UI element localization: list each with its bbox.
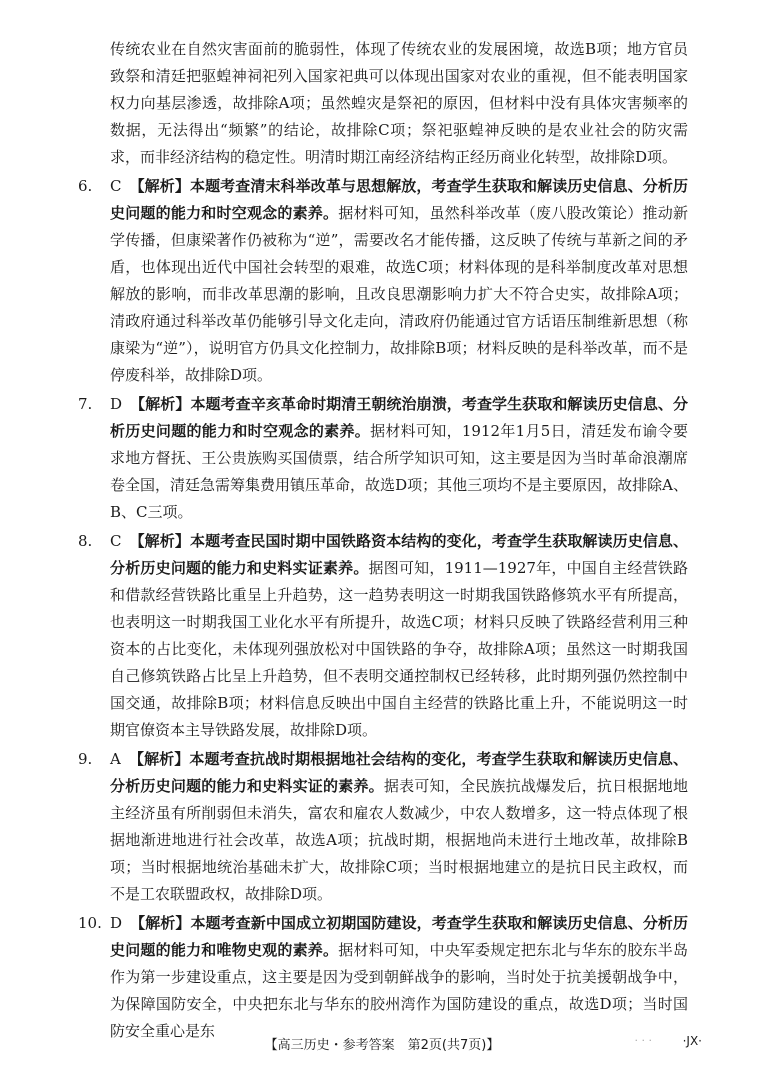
analysis-tag: 【解析】 xyxy=(129,532,190,550)
question-number: 8. xyxy=(78,532,93,550)
answer-letter: C xyxy=(110,532,122,550)
analysis-text: 据材料可知，1912年1月5日，清廷发布谕令要求地方督抚、王公贵族购买国债票，结合所学知识可知，这主要是因为当时革命浪潮席卷全国，清廷急需筹集费用镇压革命，故选D项；其他三项均不是主要原因，故排除A、B、C三项。 xyxy=(110,422,688,521)
question-number: 7. xyxy=(78,395,93,413)
analysis-tag: 【解析】 xyxy=(128,750,190,768)
analysis-tag: 【解析】 xyxy=(129,177,190,195)
analysis-tag: 【解析】 xyxy=(130,395,191,413)
analysis-text: 据表可知，全民族抗战爆发后，抗日根据地地主经济虽有所削弱但未消失，富农和雇农人数减少，中农人数增多，这一特点体现了根据地渐进地进行社会改革，故选A项；抗战时期，根据地尚未进行土地改革，故排除B项；当时根据地统治基础未扩大，故排除C项；当时根据地建立的是抗日民主政权，而不是工农联盟政权，故排除D项。 xyxy=(110,777,688,903)
analysis-focus: 本题考查辛亥革命时期清王朝统治崩溃，考查学生获取和解读历史信息、分析历史问题的能力和时空观念的素养。 xyxy=(110,395,688,440)
analysis-focus: 本题考查新中国成立初期国防建设，考查学生获取和解读历史信息、分析历史问题的能力和唯物史观的素养。 xyxy=(110,914,688,959)
footer-code: ·JX· xyxy=(682,1034,702,1048)
analysis-focus: 本题考查民国时期中国铁路资本结构的变化，考查学生获取解读历史信息、分析历史问题的能力和史料实证素养。 xyxy=(110,532,688,577)
page-content xyxy=(78,36,688,1047)
analysis-tag: 【解析】 xyxy=(130,914,191,932)
question-number: 9. xyxy=(78,750,93,768)
answer-letter: D xyxy=(110,395,123,413)
page-footer xyxy=(0,1032,764,1058)
analysis-text: 据图可知，1911—1927年，中国自主经营铁路和借款经营铁路比重呈上升趋势，这一趋势表明这一时期我国铁路修筑水平有所提高，也表明这一时期我国工业化水平有所提升，故选C项；材料只反映了铁路经营利用三种资本的占比变化，未体现列强放松对中国铁路的争夺，故排除A项；虽然这一时期我国自己修筑铁路占比呈上升趋势，但不表明交通控制权已经转移，此时期列强仍然控制中国交通，故排除B项；材料信息反映出中国自主经营的铁路比重上升，不能说明这一时期官僚资本主导铁路发展，故排除D项。 xyxy=(110,559,688,739)
continuation-paragraph: 传统农业在自然灾害面前的脆弱性，体现了传统农业的发展困境，故选B项；地方官员致祭和清廷把驱蝗神祠祀列入国家祀典可以体现出国家对农业的重视，但不能表明国家权力向基层渗透，故排除A项；虽然蝗灾是祭祀的原因，但材料中没有具体灾害频率的数据，无法得出“频繁”的结论，故排除C项；祭祀驱蝗神反映的是农业社会的防灾需求，而非经济结构的稳定性。明清时期江南经济结构正经历商业化转型，故排除D项。 xyxy=(110,40,688,166)
answer-item-8 xyxy=(78,528,688,744)
analysis-text: 据材料可知，虽然科举改革（废八股改策论）推动新学传播，但康梁著作仍被称为“逆”，需要改名才能传播，这反映了传统与革新之间的矛盾，也体现出近代中国社会转型的艰难，故选C项；材料体现的是科举制度改革对思想解放的影响，而非改革思潮的影响，且改良思潮影响力扩大不符合史实，故排除A项；清政府通过科举改革仍能够引导文化走向，清政府仍能通过官方话语压制维新思想（称康梁为“逆”），说明官方仍具文化控制力，故排除B项；材料反映的是科举改革，而不是停废科举，故排除D项。 xyxy=(110,204,688,384)
answer-letter: C xyxy=(110,177,122,195)
answer-letter: A xyxy=(110,750,121,768)
analysis-focus: 本题考查清末科举改革与思想解放，考查学生获取和解读历史信息、分析历史问题的能力和时空观念的素养。 xyxy=(110,177,688,222)
answer-item-6 xyxy=(78,173,688,389)
analysis-text: 据材料可知，中央军委规定把东北与华东的胶东半岛作为第一步建设重点，这主要是因为受到朝鲜战争的影响，当时处于抗美援朝战争中，为保障国防安全，中央把东北与华东的胶州湾作为国防建设的重点，故选D项；当时国防安全重心是东 xyxy=(110,941,688,1040)
question-number: 10. xyxy=(78,914,102,932)
answer-item-7 xyxy=(78,391,688,526)
answer-letter: D xyxy=(110,914,123,932)
answer-item-10 xyxy=(78,910,688,1045)
footer-dots: · · · xyxy=(634,1034,652,1047)
analysis-focus: 本题考查抗战时期根据地社会结构的变化，考查学生获取和解读历史信息、分析历史问题的能力和史料实证的素养。 xyxy=(110,750,688,795)
question-number: 6. xyxy=(78,177,93,195)
answer-item-9 xyxy=(78,746,688,908)
footer-page-label: 【高三历史・参考答案 第2页(共7页)】 xyxy=(264,1038,500,1053)
